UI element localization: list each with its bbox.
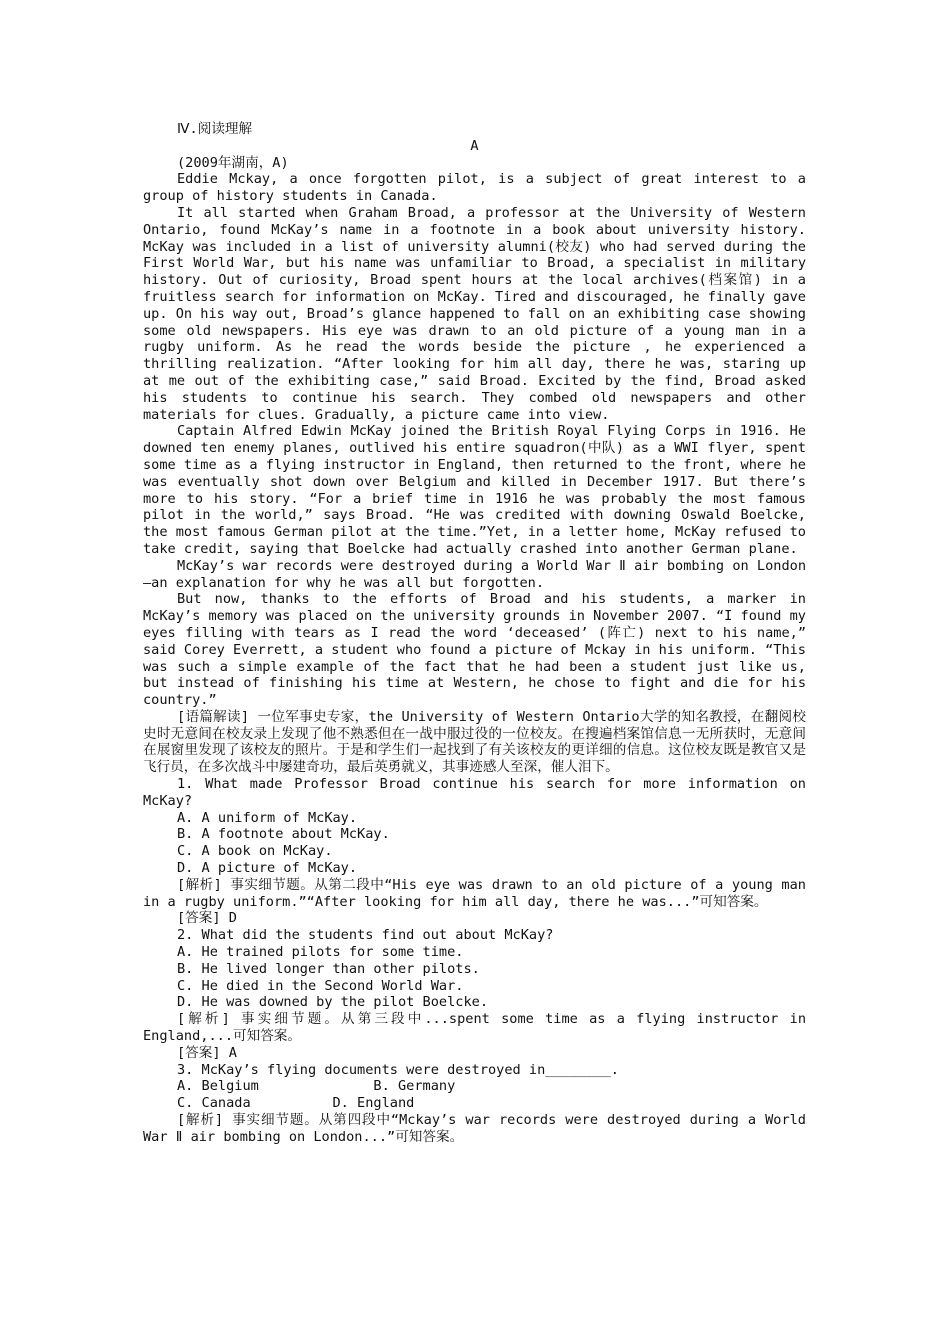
- q2-option-c: C. He died in the Second World War.: [177, 977, 464, 994]
- question-1: 1. What made Professor Broad continue his search for more information on McKay?: [143, 776, 806, 809]
- source-note: (2009年湖南，A): [177, 154, 289, 171]
- q1-option-c: C. A book on McKay.: [177, 843, 333, 860]
- q1-answer: [答案] D: [177, 910, 237, 927]
- question-3: 3. McKay’s flying documents were destroyed in________.: [177, 1061, 619, 1078]
- paragraph-5: But now, thanks to the efforts of Broad and his students, a marker in McKay’s memory was placed on the university grounds in November 2007. “I found my eyes filling with tears as I read the word ‘deceased’ (阵亡) next to his name,” said Corey Everrett, a student who found a picture of Mckay in his uniform. “This was such a simple example of the fact that he had been a student just like us, but instead of finishing his time at Western, he chose to fight and die for his country.”: [143, 591, 806, 709]
- paragraph-4: McKay’s war records were destroyed during a World War Ⅱ air bombing on London—an explanation for why he was all but forgotten.: [143, 557, 806, 591]
- q1-option-d: D. A picture of McKay.: [177, 860, 358, 877]
- q2-option-d: D. He was downed by the pilot Boelcke.: [177, 994, 488, 1011]
- paragraph-3: Captain Alfred Edwin McKay joined the British Royal Flying Corps in 1916. He downed ten enemy planes, outlived his entire squadron(中队) as a WWI flyer, spent some time as a flying instructor in England, then returned to the front, where he was eventually shot down over Belgium and killed in December 1917. But there’s more to his story. “For a brief time in 1916 he was probably the most famous pilot in the world,” says Broad. “He was credited with downing Oswald Boelcke, the most famous German pilot at the time.”Yet, in a letter home, McKay refused to take credit, saying that Boelcke had actually crashed into another German plane.: [143, 423, 806, 557]
- question-2: 2. What did the students find out about McKay?: [177, 927, 554, 944]
- passage-analysis: [语篇解读] 一位军事史专家，the University of Western Ontario大学的知名教授，在翻阅校史时无意间在校友录上发现了他不熟悉但在一战中服过役的一位校友。在搜遍档案馆信息一无所获时，无意间在展窗里发现了该校友的照片。于是和学生们一起找到了有关该校友的更详细的信息。这位校友既是教官又是飞行员，在多次战斗中屡建奇功，最后英勇就义，其事迹感人至深，催人泪下。: [143, 708, 806, 776]
- q2-option-a: A. He trained pilots for some time.: [177, 944, 464, 961]
- q1-explanation: [解析] 事实细节题。从第二段中“His eye was drawn to an old picture of a young man in a rugby uniform.”“After looking for him all day, there he was...”可知答案。: [143, 876, 806, 910]
- section-title: Ⅳ.阅读理解: [177, 121, 253, 137]
- q3-options-row-1: A. Belgium B. Germany: [177, 1078, 456, 1095]
- q2-explanation: [解析] 事实细节题。从第三段中...spent some time as a flying instructor in England,...可知答案。: [143, 1011, 806, 1045]
- q3-options-row-2: C. Canada D. England: [177, 1095, 415, 1112]
- q2-answer: [答案] A: [177, 1044, 237, 1061]
- q1-option-b: B. A footnote about McKay.: [177, 826, 390, 843]
- q1-option-a: A. A uniform of McKay.: [177, 809, 358, 826]
- q3-explanation: [解析] 事实细节题。从第四段中“Mckay’s war records were destroyed during a World War Ⅱ air bombing on London...”可知答案。: [143, 1112, 806, 1145]
- document-page: [143, 121, 806, 1146]
- paragraph-2: It all started when Graham Broad, a professor at the University of Western Ontario, found McKay’s name in a footnote in a book about university history. McKay was included in a list of university alumni(校友) who had served during the First World War, but his name was unfamiliar to Broad, a specialist in military history. Out of curiosity, Broad spent hours at the local archives(档案馆) in a fruitless search for information on McKay. Tired and discouraged, he finally gave up. On his way out, Broad’s glance happened to fall on an exhibiting case showing some old newspapers. His eye was drawn to an old picture of a young man in a rugby uniform. As he read the words beside the picture , he experienced a thrilling realization. “After looking for him all day, there he was, staring up at me out of the exhibiting case,” said Broad. Excited by the find, Broad asked his students to continue his search. They combed old newspapers and other materials for clues. Gradually, a picture came into view.: [143, 204, 806, 423]
- paragraph-1: Eddie Mckay, a once forgotten pilot, is a subject of great interest to a group of history students in Canada.: [143, 171, 806, 205]
- q2-option-b: B. He lived longer than other pilots.: [177, 960, 480, 977]
- passage-label: A: [470, 137, 479, 154]
